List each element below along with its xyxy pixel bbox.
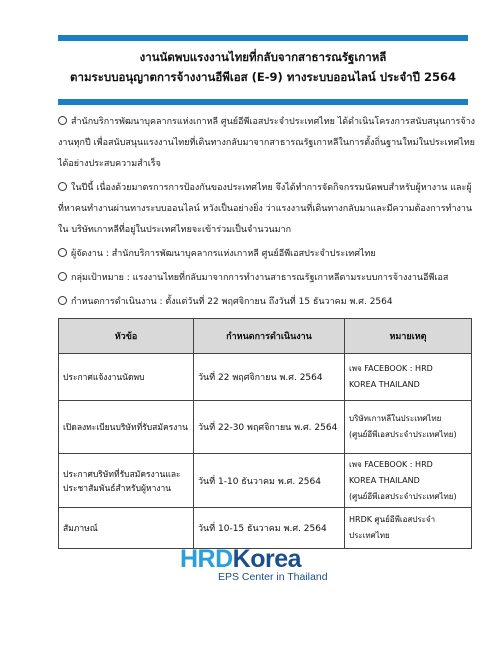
remark-cell xyxy=(345,454,472,508)
table-row xyxy=(59,454,472,508)
bullet-icon xyxy=(58,116,67,125)
online-event-text: ในปีนี้ เนื่องด้วยมาตรการการป้องกันของประเทศไทย จึงได้ทำการจัดกิจกรรมนัดพบสำหรับผู้หางาน และผู้ที่หาคนทำงานผ่านทางระบบออนไลน์ หวังเป็นอย่างยิ่ง ว่าแรงงานที่เดินทางกลับมาและมีความต้องการทำงานใน บริษัทเกาหลีที่อยู่ในประเทศไทยจะเข้าร่วมเป็นจำนวนมาก xyxy=(58,183,473,235)
header-top-bar xyxy=(58,35,468,41)
bullet-icon xyxy=(58,296,67,305)
remark-line: HRDK ศูนย์อีพีเอสประจำ xyxy=(349,515,436,524)
remark-line: ประเทศไทย xyxy=(349,531,390,540)
logo-subtitle: EPS Center in Thailand xyxy=(218,571,328,583)
bullet-icon xyxy=(58,248,67,257)
target-group-paragraph xyxy=(58,268,476,289)
organizer-text: ผู้จัดงาน : สำนักบริการพัฒนาบุคลากรแห่งเกาหลี ศูนย์อีพีเอสประจำประเทศไทย xyxy=(71,249,376,259)
table-row xyxy=(59,354,472,401)
date-cell: วันที่ 22 พฤศจิกายน พ.ศ. 2564 xyxy=(194,354,345,401)
remark-line: KOREA THAILAND xyxy=(349,475,420,485)
table-row xyxy=(59,508,472,549)
document-title-line1: งานนัดพบแรงงานไทยที่กลับจากสาธารณรัฐเกาหลี xyxy=(139,50,387,64)
remark-line: เพจ FACEBOOK : HRD xyxy=(349,364,433,373)
schedule-table xyxy=(58,318,472,549)
logo-hrd-text: HRD xyxy=(180,545,233,573)
target-group-text: กลุ่มเป้าหมาย : แรงงานไทยที่กลับมาจากการทำงานสาธารณรัฐเกาหลีตามระบบการจ้างงานอีพีเอส xyxy=(71,273,449,283)
header-topic: หัวข้อ xyxy=(59,319,194,354)
remark-cell xyxy=(345,401,472,454)
intro-paragraph xyxy=(58,112,476,175)
header-remark: หมายเหตุ xyxy=(345,319,472,354)
schedule-paragraph xyxy=(58,292,476,313)
remark-cell xyxy=(345,508,472,549)
topic-cell: เปิดลงทะเบียนบริษัทที่รับสมัครงาน xyxy=(59,401,194,454)
topic-cell: ประกาศบริษัทที่รับสมัครงานและประชาสัมพันธ์สำหรับผู้หางาน xyxy=(59,454,194,508)
logo-wordmark xyxy=(180,545,301,574)
hrd-korea-logo xyxy=(180,545,350,585)
remark-line: บริษัทเกาหลีในประเทศไทย xyxy=(349,414,442,423)
bullet-icon xyxy=(58,272,67,281)
table-row xyxy=(59,401,472,454)
remark-line: KOREA THAILAND xyxy=(349,380,420,389)
remark-line: (ศูนย์อีพีเอสประจำประเทศไทย) xyxy=(349,491,457,501)
document-title-line2: ตามระบบอนุญาตการจ้างงานอีพีเอส (E-9) ทางระบบออนไลน์ ประจำปี 2564 xyxy=(70,70,456,84)
topic-cell: สัมภาษณ์ xyxy=(59,508,194,549)
schedule-text: กำหนดการดำเนินงาน : ตั้งแต่วันที่ 22 พฤศจิกายน ถึงวันที่ 15 ธันวาคม พ.ศ. 2564 xyxy=(71,297,393,307)
intro-text: สำนักบริการพัฒนาบุคลากรแห่งเกาหลี ศูนย์อีพีเอสประจำประเทศไทย ได้ดำเนินโครงการสนับสนุนการจ้างงานทุกปี เพื่อสนับสนุนแรงงานไทยที่เดินทางกลับมาจากสาธารณรัฐเกาหลีในการตั้งถิ่นฐานใหม่ในประเทศไทยได้อย่างประสบความสำเร็จ xyxy=(58,117,476,169)
table-header-row xyxy=(59,319,472,354)
remark-line: (ศูนย์อีพีเอสประจำประเทศไทย) xyxy=(349,430,457,439)
topic-cell: ประกาศแจ้งงานนัดพบ xyxy=(59,354,194,401)
logo-korea-text: Korea xyxy=(232,545,302,573)
date-cell: วันที่ 1-10 ธันวาคม พ.ศ. 2564 xyxy=(194,454,345,508)
date-cell: วันที่ 22-30 พฤศจิกายน พ.ศ. 2564 xyxy=(194,401,345,454)
header-schedule: กำหนดการดำเนินงาน xyxy=(194,319,345,354)
remark-cell xyxy=(345,354,472,401)
online-event-paragraph xyxy=(58,178,476,241)
remark-line: เพจ FACEBOOK : HRD xyxy=(349,459,433,469)
organizer-paragraph xyxy=(58,244,476,265)
bullet-icon xyxy=(58,182,67,191)
header-bottom-bar xyxy=(58,99,468,105)
date-cell: วันที่ 10-15 ธันวาคม พ.ศ. 2564 xyxy=(194,508,345,549)
